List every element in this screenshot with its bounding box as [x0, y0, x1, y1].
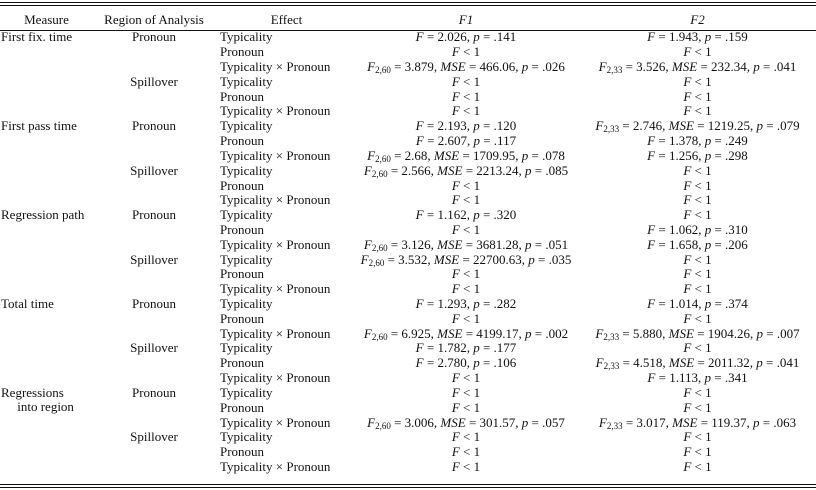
cell-f2: F < 1	[683, 429, 712, 445]
table-row	[0, 430, 816, 445]
cell-region	[92, 193, 216, 208]
cell-f1: F = 1.782, p = .177	[415, 340, 517, 356]
cell-measure	[0, 311, 92, 326]
cell-f2: F < 1	[683, 340, 712, 356]
cell-region	[92, 60, 216, 75]
cell-effect: Typicality	[220, 251, 273, 267]
cell-f2: F < 1	[683, 310, 712, 326]
table-row	[0, 74, 816, 89]
cell-f2: $F_{2,33} = 3.526$, MSE = 232.34, p = .041	[598, 59, 797, 76]
cell-region	[92, 371, 216, 386]
cell-measure	[0, 193, 92, 208]
cell-f1: F = 2.607, p = .117	[415, 133, 517, 149]
bottom-rule-1	[0, 484, 816, 485]
cell-f2: F < 1	[683, 162, 712, 178]
cell-f1: $F_{2,60} = 3.006$, MSE = 301.57, p = .057	[367, 414, 565, 431]
header-row	[0, 9, 816, 30]
cell-measure	[0, 163, 92, 178]
cell-f2: F = 1.062, p = .310	[647, 221, 748, 237]
table-row	[0, 45, 816, 60]
cell-effect: Pronoun	[220, 221, 265, 237]
cell-effect: Typicality × Pronoun	[220, 59, 331, 75]
table-row	[0, 356, 816, 371]
cell-f2: F < 1	[683, 251, 712, 267]
cell-region	[92, 356, 216, 371]
cell-region	[92, 223, 216, 238]
cell-effect: Typicality	[220, 162, 273, 178]
cell-f2: F = 1.378, p = .249	[647, 133, 748, 149]
cell-f2: F < 1	[683, 399, 712, 415]
cell-effect: Pronoun	[220, 177, 265, 193]
cell-f1: F < 1	[451, 103, 481, 119]
cell-effect: Typicality	[220, 384, 273, 400]
table-row	[0, 208, 816, 223]
header-f2: F2	[690, 12, 705, 27]
cell-region	[92, 267, 216, 282]
table-row	[0, 267, 816, 282]
cell-region	[92, 104, 216, 119]
cell-measure	[0, 223, 92, 238]
table-row	[0, 134, 816, 149]
cell-f2: F = 1.014, p = .374	[647, 296, 748, 312]
cell-f1: F = 2.780, p = .106	[415, 355, 517, 371]
table-row	[0, 326, 816, 341]
cell-effect: Typicality × Pronoun	[220, 192, 331, 208]
cell-f1: $F_{2,60} = 6.925$, MSE = 4199.17, p = .002	[363, 325, 569, 342]
cell-f1: F < 1	[451, 266, 481, 282]
cell-measure	[0, 178, 92, 193]
cell-measure	[0, 371, 92, 386]
cell-f1: $F_{2,60} = 3.879$, MSE = 466.06, p = .026	[367, 59, 565, 76]
cell-f2: F < 1	[683, 192, 712, 208]
cell-f2: $F_{2,33} = 2.746$, MSE = 1219.25, p = .079	[595, 118, 800, 135]
cell-effect: Typicality	[220, 29, 273, 45]
cell-f2: $F_{2,33} = 4.518$, MSE = 2011.32, p = .041	[595, 355, 800, 372]
cell-measure	[0, 356, 92, 371]
cell-f1: F < 1	[451, 73, 481, 89]
header-measure: Measure	[24, 12, 69, 27]
table-row	[0, 193, 816, 208]
cell-measure: First pass time	[1, 117, 77, 133]
cell-f2: F = 1.943, p = .159	[647, 29, 748, 45]
cell-effect: Typicality	[220, 118, 273, 134]
table-row	[0, 223, 816, 238]
table-row	[0, 178, 816, 193]
cell-effect: Typicality	[220, 207, 273, 223]
cell-region: Pronoun	[131, 384, 177, 400]
cell-f1: F < 1	[451, 221, 481, 237]
cell-region	[92, 237, 216, 252]
cell-f1: F < 1	[451, 458, 481, 474]
table-row	[0, 89, 816, 104]
cell-f2: F = 1.658, p = .206	[647, 236, 748, 252]
cell-measure	[0, 149, 92, 164]
cell-f2: F < 1	[683, 384, 712, 400]
cell-effect: Pronoun	[220, 266, 265, 282]
cell-measure: Regression path	[1, 206, 85, 222]
bottom-rule-2	[0, 487, 816, 488]
cell-effect: Pronoun	[220, 399, 265, 415]
cell-f1: F = 1.293, p = .282	[415, 296, 517, 312]
table-row	[0, 386, 816, 401]
cell-measure	[0, 460, 92, 475]
anova-results-table	[0, 9, 816, 474]
cell-f1: F < 1	[451, 444, 481, 460]
cell-measure	[0, 341, 92, 356]
cell-region	[92, 445, 216, 460]
cell-f1: F < 1	[451, 281, 481, 297]
cell-f2: F = 1.256, p = .298	[647, 147, 748, 163]
cell-region	[92, 460, 216, 475]
table-row	[0, 237, 816, 252]
table-row	[0, 445, 816, 460]
cell-measure: Regressions	[1, 384, 64, 400]
cell-effect: Typicality × Pronoun	[220, 103, 331, 119]
table-row	[0, 400, 816, 415]
cell-measure	[0, 74, 92, 89]
cell-effect: Pronoun	[220, 44, 265, 60]
cell-region	[92, 326, 216, 341]
top-rule-1	[0, 2, 816, 3]
cell-measure	[0, 267, 92, 282]
header-f1: F1	[458, 12, 474, 27]
cell-effect: Typicality	[220, 296, 273, 312]
cell-effect: Pronoun	[220, 355, 265, 371]
cell-measure	[0, 415, 92, 430]
cell-measure	[0, 282, 92, 297]
cell-region	[92, 134, 216, 149]
cell-f2: F < 1	[683, 44, 712, 60]
cell-measure	[0, 445, 92, 460]
cell-region	[92, 178, 216, 193]
cell-region: Pronoun	[131, 207, 177, 223]
cell-region	[92, 149, 216, 164]
table-row	[0, 149, 816, 164]
cell-f1: F < 1	[451, 370, 481, 386]
cell-region: Spillover	[130, 162, 178, 178]
cell-f2: $F_{2,33} = 3.017$, MSE = 119.37, p = .063	[598, 414, 797, 431]
cell-f1: $F_{2,60} = 3.532$, MSE = 22700.63, p = .035	[360, 251, 572, 268]
cell-effect: Typicality × Pronoun	[220, 458, 331, 474]
cell-region: Spillover	[130, 73, 178, 89]
table-row	[0, 371, 816, 386]
table-row	[0, 163, 816, 178]
cell-measure: First fix. time	[1, 29, 73, 44]
cell-f1: F < 1	[451, 88, 481, 104]
cell-f1: F < 1	[451, 399, 481, 415]
cell-region	[92, 45, 216, 60]
table-row	[0, 311, 816, 326]
cell-effect: Typicality × Pronoun	[220, 281, 331, 297]
cell-measure	[0, 252, 92, 267]
cell-measure	[0, 60, 92, 75]
cell-measure: into region	[1, 399, 74, 415]
cell-measure	[0, 134, 92, 149]
cell-effect: Typicality × Pronoun	[220, 236, 331, 252]
cell-region	[92, 89, 216, 104]
cell-f1: F < 1	[451, 310, 481, 326]
cell-effect: Typicality × Pronoun	[220, 147, 331, 163]
cell-f2: F < 1	[683, 458, 712, 474]
cell-f2: F < 1	[683, 88, 712, 104]
cell-region	[92, 415, 216, 430]
cell-effect: Typicality	[220, 73, 273, 89]
cell-f1: F < 1	[451, 192, 481, 208]
table-row	[0, 252, 816, 267]
cell-f1: $F_{2,60} = 2.68$, MSE = 1709.95, p = .078	[367, 147, 565, 164]
cell-f1: F = 1.162, p = .320	[415, 207, 517, 223]
cell-region: Pronoun	[131, 29, 177, 45]
header-effect: Effect	[270, 12, 303, 27]
cell-f2: F < 1	[683, 266, 712, 282]
top-rule-2	[0, 5, 816, 6]
table-body	[0, 30, 816, 474]
table-row	[0, 119, 816, 134]
cell-f1: $F_{2,60} = 2.566$, MSE = 2213.24, p = .085	[363, 162, 569, 179]
cell-region: Spillover	[130, 251, 178, 267]
cell-region: Pronoun	[131, 118, 177, 134]
cell-region	[92, 311, 216, 326]
cell-effect: Typicality	[220, 429, 273, 445]
cell-f1: F < 1	[451, 429, 481, 445]
table-row	[0, 297, 816, 312]
cell-f1: F = 2.193, p = .120	[415, 118, 517, 134]
header-region: Region of Analysis	[104, 12, 204, 27]
cell-measure	[0, 237, 92, 252]
cell-measure	[0, 45, 92, 60]
cell-f2: F < 1	[683, 207, 712, 223]
cell-f2: F < 1	[683, 177, 712, 193]
cell-effect: Pronoun	[220, 310, 265, 326]
cell-region: Pronoun	[131, 296, 177, 312]
table-row	[0, 282, 816, 297]
cell-f2: F < 1	[683, 444, 712, 460]
cell-measure: Total time	[1, 295, 54, 311]
cell-f1: F < 1	[451, 177, 481, 193]
cell-f1: F = 2.026, p = .141	[415, 29, 517, 45]
cell-measure	[0, 89, 92, 104]
cell-effect: Pronoun	[220, 88, 265, 104]
table-row	[0, 104, 816, 119]
table-row	[0, 415, 816, 430]
cell-f2: F < 1	[683, 73, 712, 89]
table-row	[0, 460, 816, 475]
cell-region	[92, 400, 216, 415]
cell-f1: F < 1	[451, 384, 481, 400]
cell-effect: Typicality	[220, 340, 273, 356]
table-row	[0, 30, 816, 45]
cell-measure	[0, 104, 92, 119]
cell-effect: Pronoun	[220, 444, 265, 460]
table-row	[0, 341, 816, 356]
cell-effect: Typicality × Pronoun	[220, 325, 331, 341]
cell-effect: Typicality × Pronoun	[220, 414, 331, 430]
cell-f2: F = 1.113, p = .341	[647, 370, 748, 386]
cell-f1: F < 1	[451, 44, 481, 60]
cell-region: Spillover	[130, 340, 178, 356]
cell-region: Spillover	[130, 429, 178, 445]
cell-measure	[0, 430, 92, 445]
cell-f2: $F_{2,33} = 5.880$, MSE = 1904.26, p = .007	[595, 325, 800, 342]
cell-f2: F < 1	[683, 281, 712, 297]
cell-measure	[0, 326, 92, 341]
cell-effect: Pronoun	[220, 133, 265, 149]
cell-f1: $F_{2,60} = 3.126$, MSE = 3681.28, p = .051	[363, 236, 569, 253]
cell-region	[92, 282, 216, 297]
table-row	[0, 60, 816, 75]
cell-f2: F < 1	[683, 103, 712, 119]
cell-effect: Typicality × Pronoun	[220, 370, 331, 386]
